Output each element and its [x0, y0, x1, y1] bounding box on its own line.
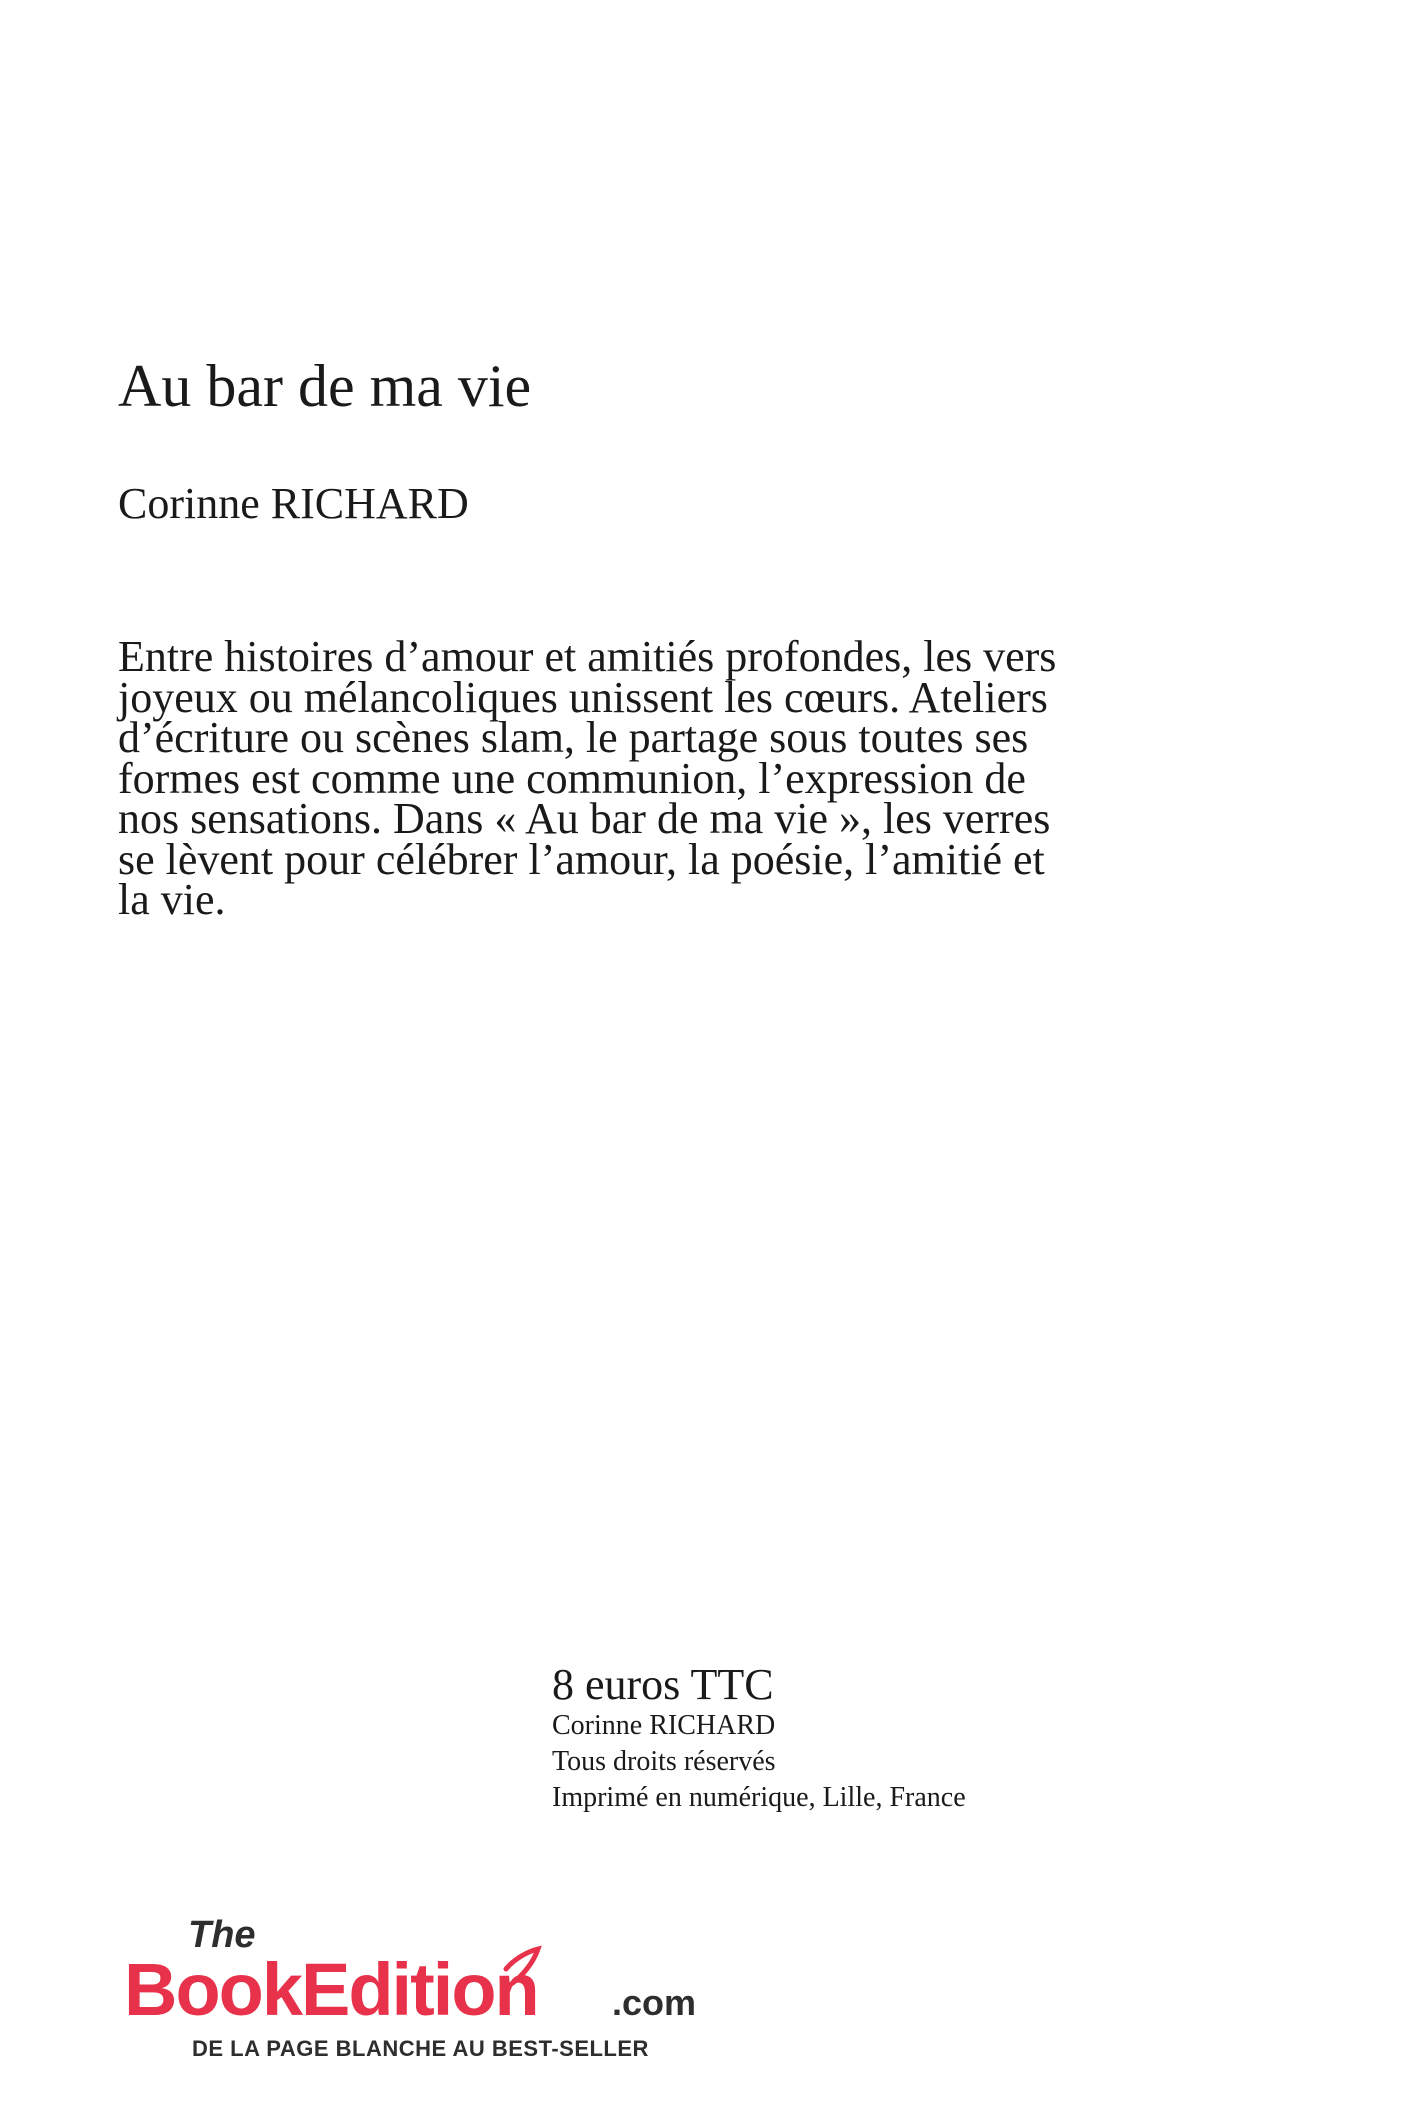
- logo-the-text: The: [188, 1914, 256, 1956]
- thebookedition-logo: [118, 1905, 728, 2075]
- colophon: [552, 1662, 966, 1816]
- logo-brand-text: BookEdition: [124, 1948, 538, 2031]
- back-cover-blurb: Entre histoires d’amour et amitiés profondes, les vers joyeux ou mélancoliques unissent les cœurs. Ateliers d’écriture ou scènes slam, le partage sous toutes ses formes est comme une communion, l’expression de nos sensations. Dans « Au bar de ma vie », les verres se lèvent pour célébrer l’amour, la poésie, l’amitié et la vie.: [118, 632, 1057, 924]
- printing-notice: Imprimé en numérique, Lille, France: [552, 1782, 966, 1813]
- colophon-author: Corinne RICHARD: [552, 1710, 776, 1741]
- rights-notice: Tous droits réservés: [552, 1746, 776, 1777]
- book-title: Au bar de ma vie: [118, 353, 532, 419]
- logo-domain-text: .com: [612, 1982, 697, 2023]
- price-label: 8 euros TTC: [552, 1660, 774, 1709]
- logo-tagline-text: DE LA PAGE BLANCHE AU BEST-SELLER: [192, 2036, 649, 2061]
- book-author: Corinne RICHARD: [118, 479, 469, 528]
